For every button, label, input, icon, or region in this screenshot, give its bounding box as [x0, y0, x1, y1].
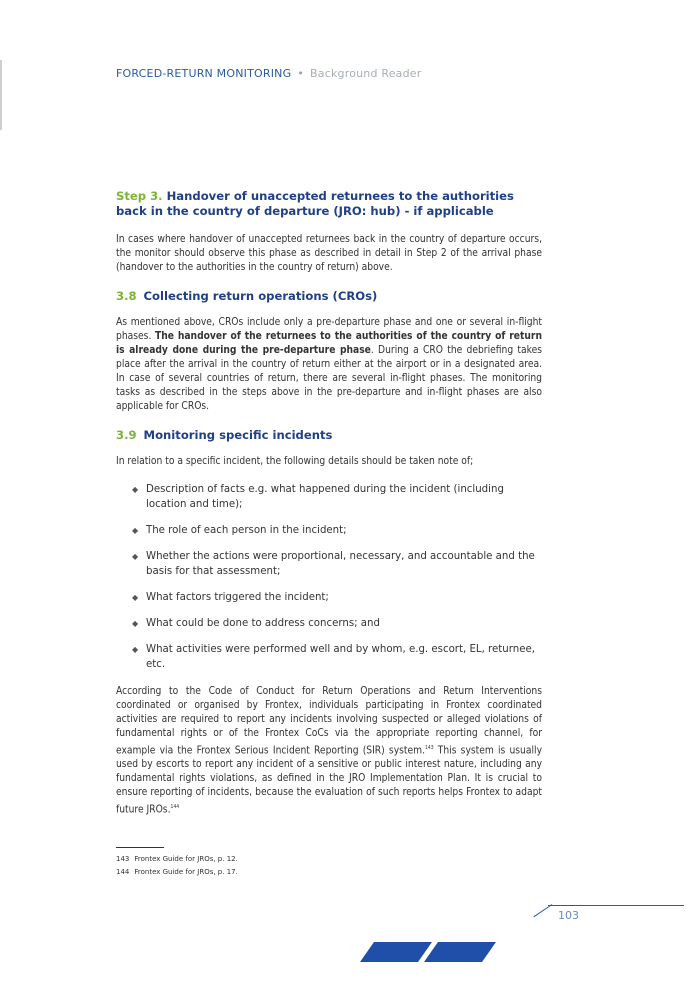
list-item [116, 642, 542, 672]
list-item-text: Description of facts e.g. what happened during the incident (including location and time); [146, 484, 504, 510]
section-3-8-text-a: As mentioned above, CROs include only a pre-departure phase and one or several in-flight phases. [116, 317, 542, 342]
list-item [116, 549, 542, 579]
footnote-143 [116, 853, 238, 866]
footnote-text: Frontex Guide for JROs, p. 12. [134, 855, 238, 863]
footnote-divider [116, 847, 164, 848]
section-3-9-title: Monitoring specific incidents [143, 428, 333, 442]
section-3-8-heading [116, 289, 542, 303]
footnote-text: Frontex Guide for JROs, p. 17. [134, 868, 238, 876]
section-3-8-bold-text: The handover of the returnees to the authorities of the country of return is already done during the pre-departure phase [116, 331, 542, 356]
running-header [116, 67, 421, 80]
page-number-rule-slant [533, 904, 552, 917]
list-item [116, 590, 542, 605]
footnotes [116, 853, 238, 879]
footnote-number: 143 [116, 855, 130, 863]
step3-body: In cases where handover of unaccepted returnees back in the country of departure occurs, the monitor should observe this phase as described in detail in Step 2 of the arrival phase (handover to the authorities in the country of return) above. [116, 234, 542, 273]
list-item-text: What factors triggered the incident; [146, 592, 329, 603]
header-separator: • [297, 67, 305, 80]
closing-text-b: This system is usually used by escorts to report any incident of a sensitive or public interest nature, including any fundamental rights violations, as defined in the JRO Implementation Plan. It is crucial to ensure reporting of incidents, because the evaluation of such reports helps Frontex to adapt future JROs. [116, 745, 543, 816]
list-item-text: What activities were performed well and by whom, e.g. escort, EL, returnee, etc. [146, 644, 535, 670]
header-subtitle: Background Reader [310, 67, 422, 80]
list-item [116, 482, 542, 512]
section-3-9-closing [116, 685, 542, 818]
list-item [116, 523, 542, 538]
frontex-stripes-logo [360, 942, 500, 962]
bullet-icon: ◆ [132, 645, 139, 654]
footnote-ref-143[interactable]: 143 [424, 745, 434, 751]
footnote-number: 144 [116, 868, 130, 876]
page-edge-mark [0, 60, 2, 130]
page-number-rule [548, 905, 684, 906]
logo-stripe-left [360, 942, 432, 962]
page-number: 103 [558, 909, 579, 922]
bullet-icon: ◆ [132, 552, 139, 561]
section-3-8-title: Collecting return operations (CROs) [143, 289, 378, 303]
list-item-text: Whether the actions were proportional, necessary, and accountable and the basis for that assessment; [146, 551, 535, 577]
header-section-title: FORCED-RETURN MONITORING [116, 67, 292, 80]
step3-label: Step 3. [116, 189, 163, 203]
section-3-8-body [116, 316, 542, 414]
list-item-text: The role of each person in the incident; [146, 525, 347, 536]
bullet-icon: ◆ [132, 619, 139, 628]
incident-details-list [116, 482, 542, 672]
list-item [116, 616, 542, 631]
section-3-9-heading [116, 428, 542, 442]
section-3-8-number: 3.8 [116, 289, 137, 303]
section-3-9-intro: In relation to a specific incident, the following details should be taken note of; [116, 456, 474, 467]
closing-text-a: According to the Code of Conduct for Return Operations and Return Interventions coordinated or organised by Frontex, individuals participating in Frontex coordinated activities are required to report any incidents involving suspected or alleged violations of fundamental rights or of the Frontex CoCs via the appropriate reporting channel, for example via the Frontex Serious Incident Reporting (SIR) system. [116, 686, 542, 757]
footnote-ref-144[interactable]: 144 [170, 804, 180, 811]
logo-stripe-right [424, 942, 496, 962]
step3-heading [116, 189, 542, 219]
bullet-icon: ◆ [132, 485, 139, 494]
section-3-8-text-b: . During a CRO the debriefing takes place after the arrival in the country of return either at the airport or in a designated area. In case of several countries of return, there are several in-flight phases. The monitoring tasks as described in the steps above in the pre-departure and in-flight phases are also applicable for CROs. [116, 345, 542, 412]
section-3-9-number: 3.9 [116, 428, 137, 442]
list-item-text: What could be done to address concerns; and [146, 618, 380, 629]
main-content [116, 189, 542, 818]
step3-title: Handover of unaccepted returnees to the authorities back in the country of departure (JRO: hub) - if applicable [116, 189, 514, 218]
bullet-icon: ◆ [132, 593, 139, 602]
footnote-144 [116, 866, 238, 879]
bullet-icon: ◆ [132, 526, 139, 535]
